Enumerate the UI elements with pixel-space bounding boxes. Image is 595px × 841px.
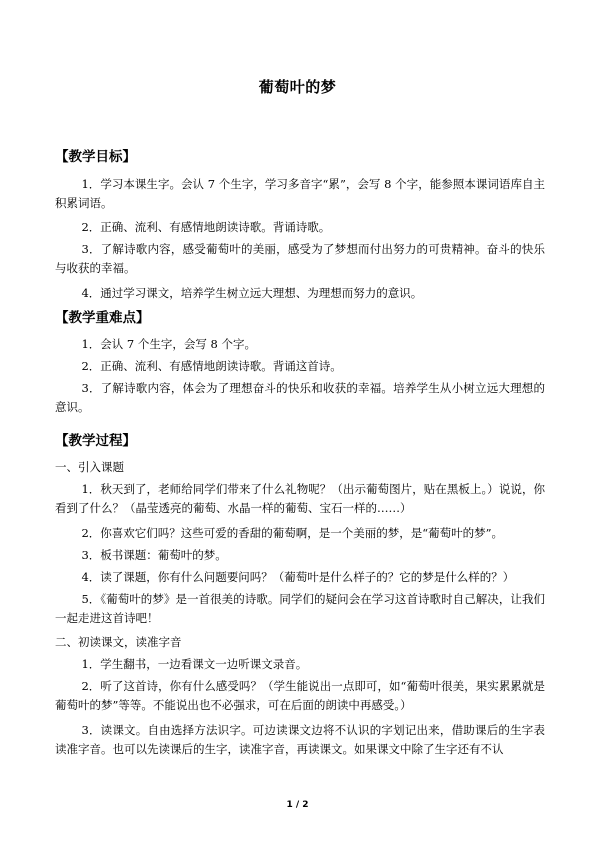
process-item-1-2: 2．你喜欢它们吗？这些可爱的香甜的葡萄啊，是一个美丽的梦，是“葡萄叶的梦”。: [81, 526, 504, 540]
key-point-item-3: 3．了解诗歌内容，体会为了理想奋斗的快乐和收获的幸福。培养学生从小树立远大理想的意识。: [55, 381, 545, 414]
objective-item-3: 3．了解诗歌内容，感受葡萄叶的美丽，感受为了梦想而付出努力的可贵精神。奋斗的快乐与收获的幸福。: [55, 242, 545, 275]
process-item-2-2: 2．听了这首诗，你有什么感受吗？（学生能说出一点即可，如“葡萄叶很美，果实累累就是葡萄叶的梦”等等。不能说出也不必强求，可在后面的朗读中再感受。）: [55, 679, 545, 712]
process-item-1-4: 4．读了课题，你有什么问题要问吗？（葡萄叶是什么样子的？它的梦是什么样的？）: [81, 570, 515, 584]
process-item-1-1: 1．秋天到了，老师给同学们带来了什么礼物呢？（出示葡萄图片，贴在黑板上。）说说，你看到了什么？（晶莹透亮的葡萄、水晶一样的葡萄、宝石一样的……）: [55, 482, 545, 515]
key-point-item-2: 2．正确、流利、有感情地朗读诗歌。背诵这首诗。: [81, 359, 342, 373]
page-number: 1 / 2: [286, 800, 309, 810]
process-item-2-3: 3．读课文。自由选择方法识字。可边读课文边将不认识的字划记出来，借助课后的生字表读准字音。也可以先读课后的生字，读准字音，再读课文。如果课文中除了生字还有不认: [55, 723, 545, 756]
objective-item-2: 2．正确、流利、有感情地朗读诗歌。背诵诗歌。: [81, 220, 331, 234]
key-point-item-1: 1．会认 7 个生字，会写 8 个字。: [81, 337, 257, 351]
section-heading-key-points: 【教学重难点】: [55, 310, 150, 326]
document-title: 葡萄叶的梦: [258, 78, 337, 96]
process-subsection-label-1: 一、引入课题: [55, 460, 124, 474]
objective-item-1: 1．学习本课生字。会认 7 个生字，学习多音字“累”，会写 8 个字，能参照本课词语库自主积累词语。: [55, 177, 545, 210]
section-heading-process: 【教学过程】: [55, 433, 136, 449]
process-item-2-1: 1．学生翻书，一边看课文一边听课文录音。: [81, 657, 308, 671]
process-subsection-label-2: 二、初读课文，读准字音: [55, 635, 182, 649]
process-item-1-3: 3．板书课题：葡萄叶的梦。: [81, 548, 227, 562]
section-heading-objectives: 【教学目标】: [55, 149, 136, 165]
objective-item-4: 4．通过学习课文，培养学生树立远大理想、为理想而努力的意识。: [81, 286, 423, 300]
process-item-1-5: 5．《葡萄叶的梦》是一首很美的诗歌。同学们的疑问会在学习这首诗歌时自己解决，让我们一起走进这首诗吧！: [55, 592, 545, 625]
